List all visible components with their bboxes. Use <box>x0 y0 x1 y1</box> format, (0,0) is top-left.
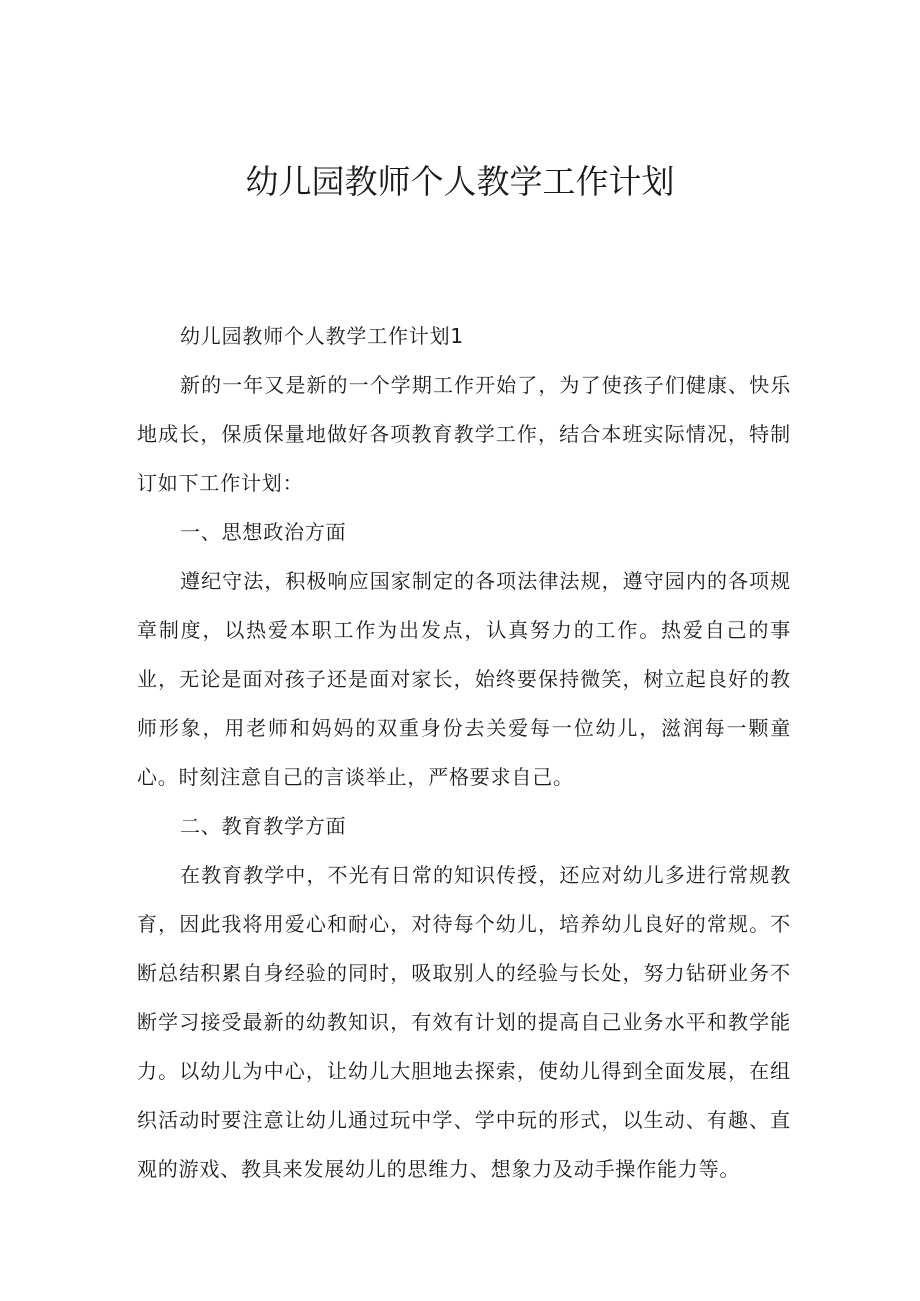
document-title: 幼儿园教师个人教学工作计划 <box>245 162 675 201</box>
section-heading-politics: 一、思想政治方面 <box>180 520 347 544</box>
plan-subtitle: 幼儿园教师个人教学工作计划1 <box>180 324 464 348</box>
document-body <box>137 312 791 1194</box>
section-paragraph-politics: 遵纪守法，积极响应国家制定的各项法律法规，遵守园内的各项规章制度，以热爱本职工作为出发点，认真努力的工作。热爱自己的事业，无论是面对孩子还是面对家长，始终要保持微笑，树立起良好的教师形象，用老师和妈妈的双重身份去关爱每一位幼儿，滋润每一颗童心。时刻注意自己的言谈举止，严格要求自己。 <box>137 569 791 789</box>
section-paragraph-teaching: 在教育教学中，不光有日常的知识传授，还应对幼儿多进行常规教育，因此我将用爱心和耐心，对待每个幼儿，培养幼儿良好的常规。不断总结积累自身经验的同时，吸取别人的经验与长处，努力钻研业务不断学习接受最新的幼教知识，有效有计划的提高自己业务水平和教学能力。以幼儿为中心，让幼儿大胆地去探索，使幼儿得到全面发展，在组织活动时要注意让幼儿通过玩中学、学中玩的形式，以生动、有趣、直观的游戏、教具来发展幼儿的思维力、想象力及动手操作能力等。 <box>137 863 791 1181</box>
section-heading-teaching: 二、教育教学方面 <box>180 814 347 838</box>
intro-paragraph: 新的一年又是新的一个学期工作开始了，为了使孩子们健康、快乐地成长，保质保量地做好各项教育教学工作，结合本班实际情况，特制订如下工作计划： <box>137 373 791 495</box>
